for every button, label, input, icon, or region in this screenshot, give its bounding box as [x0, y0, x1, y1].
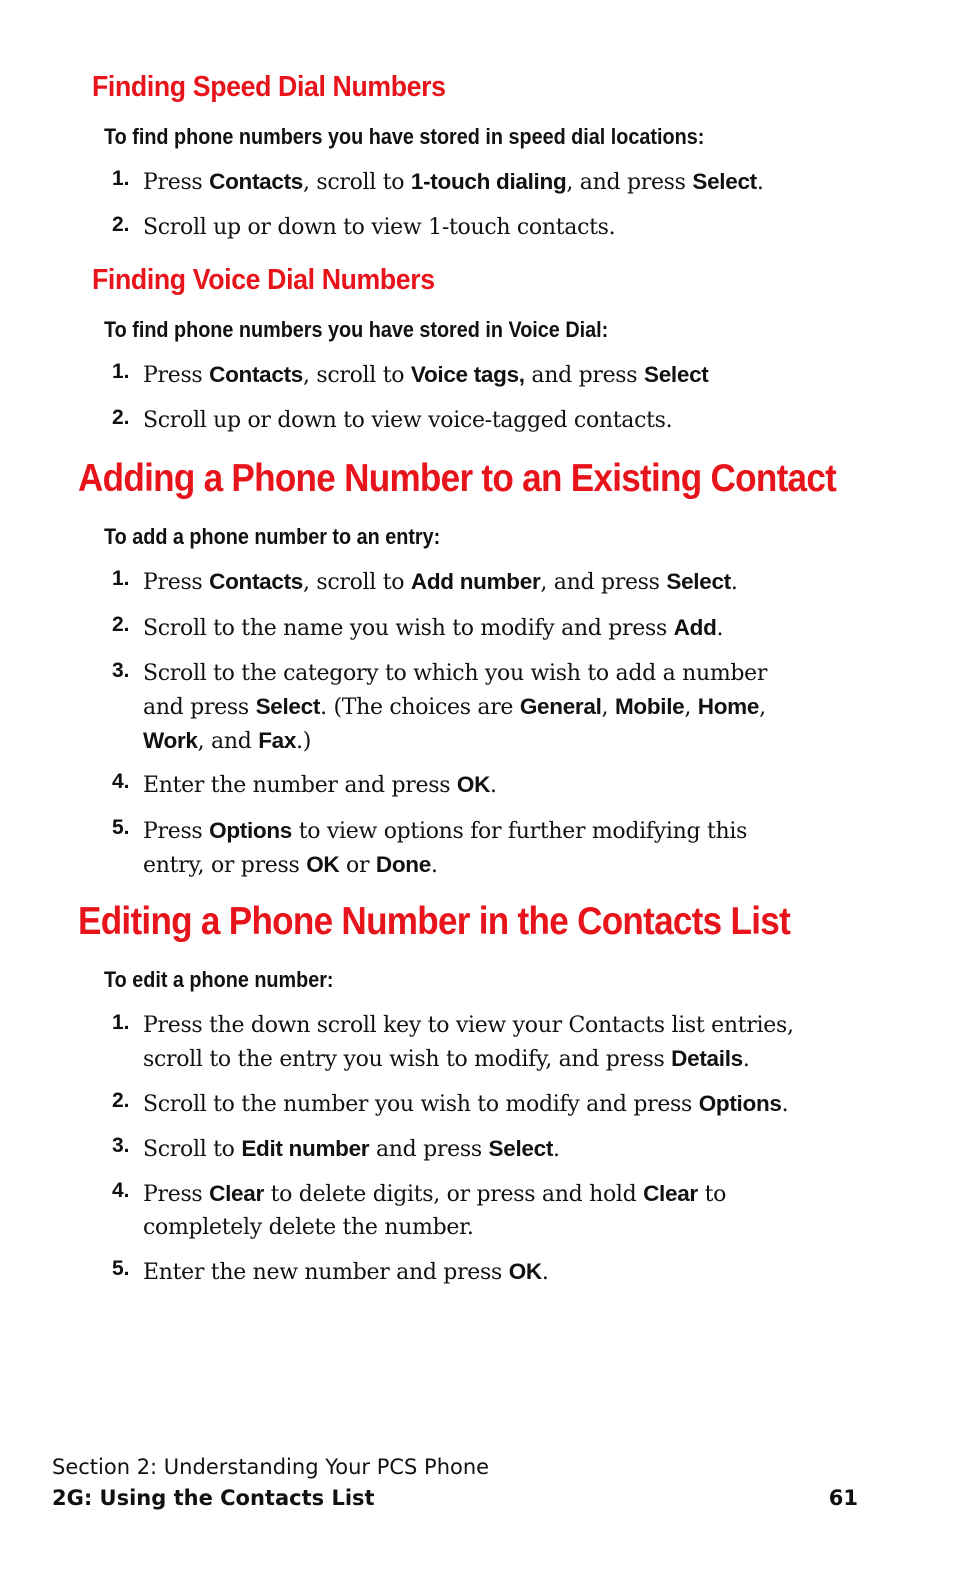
step-number: 4.: [112, 770, 130, 793]
key-name: OK: [508, 1259, 542, 1284]
step-number: 1.: [112, 167, 130, 190]
step-number: 2.: [112, 213, 130, 236]
key-name: Fax: [258, 728, 297, 753]
key-name: Add number: [410, 569, 541, 594]
key-name: Select: [692, 169, 757, 194]
step-text: Enter the number and press OK.: [143, 772, 497, 798]
key-name: Options: [209, 818, 293, 843]
key-name: Edit number: [241, 1136, 370, 1161]
step-number: 5.: [112, 816, 130, 839]
key-name: Details: [671, 1046, 743, 1071]
step-number: 3.: [112, 659, 130, 682]
step-text: Press Contacts, scroll to 1-touch dialing, and press Select.: [143, 169, 764, 195]
step-text: Scroll to Edit number and press Select.: [143, 1136, 560, 1162]
step-number: 1.: [112, 567, 130, 590]
key-name: Select: [488, 1136, 554, 1161]
intro-edit-number: To edit a phone number:: [104, 967, 334, 992]
footer-section-label: Section 2: Understanding Your PCS Phone: [52, 1455, 490, 1479]
step-text: Scroll up or down to view 1-touch contacts.: [143, 215, 616, 240]
key-name: Select: [643, 362, 709, 387]
heading-editing-phone-number: Editing a Phone Number in the Contacts List: [78, 900, 791, 943]
step-number: 2.: [112, 613, 130, 636]
key-name: Contacts: [209, 362, 303, 387]
step-number: 2.: [112, 406, 130, 429]
step-text: Scroll to the name you wish to modify and press Add.: [143, 615, 724, 641]
key-name: Select: [255, 694, 321, 719]
step-text: Scroll to the category to which you wish to add a number and press Select. (The choices are General, Mobile, Home, Work, and Fax.): [143, 661, 768, 754]
step-text: Press Options to view options for further modifying this entry, or press OK or Done.: [143, 818, 748, 878]
key-name: Done: [375, 852, 431, 877]
key-name: Home: [697, 694, 760, 719]
key-name: OK: [456, 772, 491, 797]
step-number: 5.: [112, 1257, 130, 1280]
step-text: Press the down scroll key to view your Contacts list entries, scroll to the entry you wish to modify, and press Details.: [143, 1013, 794, 1072]
intro-speed-dial: To find phone numbers you have stored in speed dial locations:: [104, 124, 705, 149]
footer-chapter-title: 2G: Using the Contacts List: [52, 1486, 375, 1510]
step-number: 1.: [112, 1011, 130, 1034]
key-name: Clear: [643, 1181, 698, 1206]
key-name: Options: [698, 1091, 782, 1116]
key-name: Work: [143, 728, 198, 753]
step-text: Enter the new number and press OK.: [143, 1259, 549, 1285]
step-text: Press Contacts, scroll to Add number, and press Select.: [143, 569, 738, 595]
key-name: Mobile: [614, 694, 685, 719]
heading-adding-phone-number: Adding a Phone Number to an Existing Contact: [78, 457, 837, 500]
key-name: Clear: [209, 1181, 264, 1206]
step-number: 3.: [112, 1134, 130, 1157]
page-number: 61: [828, 1486, 858, 1510]
step-number: 2.: [112, 1089, 130, 1112]
intro-add-number: To add a phone number to an entry:: [104, 524, 441, 549]
step-number: 1.: [112, 360, 130, 383]
key-name: Select: [666, 569, 731, 594]
key-name: Contacts: [209, 169, 303, 194]
key-name: Voice tags,: [410, 362, 525, 387]
key-name: 1-touch dialing: [410, 169, 567, 194]
heading-finding-speed-dial: Finding Speed Dial Numbers: [92, 71, 446, 103]
key-name: Contacts: [209, 569, 303, 594]
step-text: Press Clear to delete digits, or press and hold Clear to completely delete the number.: [143, 1181, 727, 1240]
step-number: 4.: [112, 1179, 130, 1202]
step-text: Scroll up or down to view voice-tagged contacts.: [143, 408, 673, 433]
step-text: Scroll to the number you wish to modify and press Options.: [143, 1091, 789, 1117]
heading-finding-voice-dial: Finding Voice Dial Numbers: [92, 264, 435, 296]
key-name: OK: [306, 852, 340, 877]
intro-voice-dial: To find phone numbers you have stored in Voice Dial:: [104, 317, 609, 342]
key-name: General: [519, 694, 602, 719]
key-name: Add: [673, 615, 717, 640]
step-text: Press Contacts, scroll to Voice tags, and press Select: [143, 362, 709, 388]
